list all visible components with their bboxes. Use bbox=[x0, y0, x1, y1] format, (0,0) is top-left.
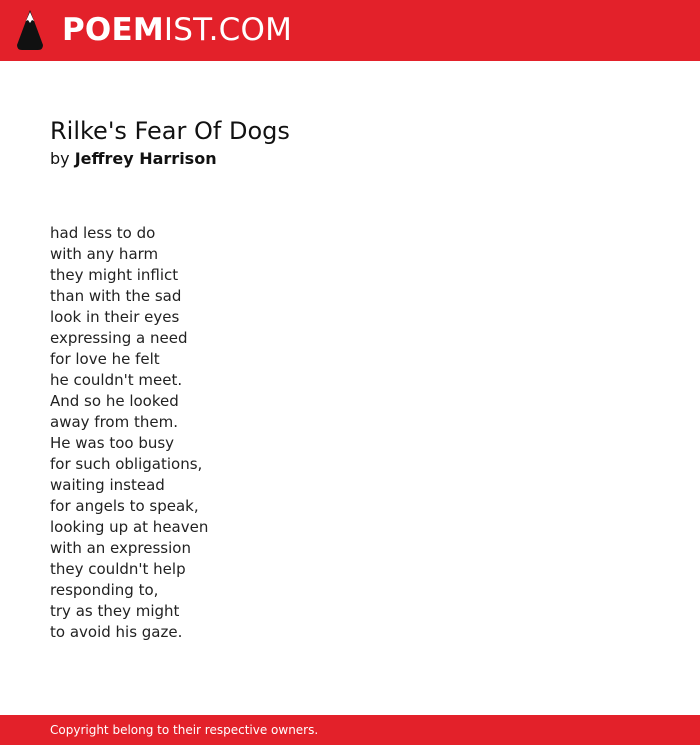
poem-line: for such obligations, bbox=[50, 455, 203, 473]
copyright-text: Copyright belong to their respective owners. bbox=[50, 723, 319, 737]
poem-line: they couldn't help bbox=[50, 560, 186, 578]
poem-line: try as they might bbox=[50, 602, 180, 620]
poem-line: waiting instead bbox=[50, 476, 165, 494]
poem-line: expressing a need bbox=[50, 329, 188, 347]
poem-line: had less to do bbox=[50, 224, 156, 242]
poem-body bbox=[50, 223, 650, 643]
site-footer bbox=[0, 715, 700, 745]
poem-line: And so he looked bbox=[50, 392, 179, 410]
poem-content bbox=[50, 115, 650, 643]
poem-line: than with the sad bbox=[50, 287, 182, 305]
poem-line: looking up at heaven bbox=[50, 518, 209, 536]
brand-bold: POEM bbox=[62, 12, 164, 48]
poem-line: away from them. bbox=[50, 413, 178, 431]
poem-line: with an expression bbox=[50, 539, 191, 557]
byline bbox=[50, 148, 650, 170]
poem-line: to avoid his gaze. bbox=[50, 623, 183, 641]
poem-line: with any harm bbox=[50, 245, 159, 263]
site-header bbox=[0, 0, 700, 61]
author-link[interactable]: Jeffrey Harrison bbox=[74, 149, 217, 168]
brand-light: IST.COM bbox=[163, 12, 293, 48]
poem-line: responding to, bbox=[50, 581, 159, 599]
poem-title: Rilke's Fear Of Dogs bbox=[50, 117, 290, 145]
poem-line: for love he felt bbox=[50, 350, 160, 368]
poem-line: he couldn't meet. bbox=[50, 371, 183, 389]
poem-line: look in their eyes bbox=[50, 308, 180, 326]
brand-wordmark bbox=[62, 9, 292, 51]
poem-line: He was too busy bbox=[50, 434, 175, 452]
poem-line: they might inflict bbox=[50, 266, 179, 284]
poem-line: for angels to speak, bbox=[50, 497, 199, 515]
by-label: by bbox=[50, 149, 70, 168]
home-logo-link[interactable] bbox=[16, 9, 292, 51]
pencil-tip-icon bbox=[16, 9, 44, 51]
